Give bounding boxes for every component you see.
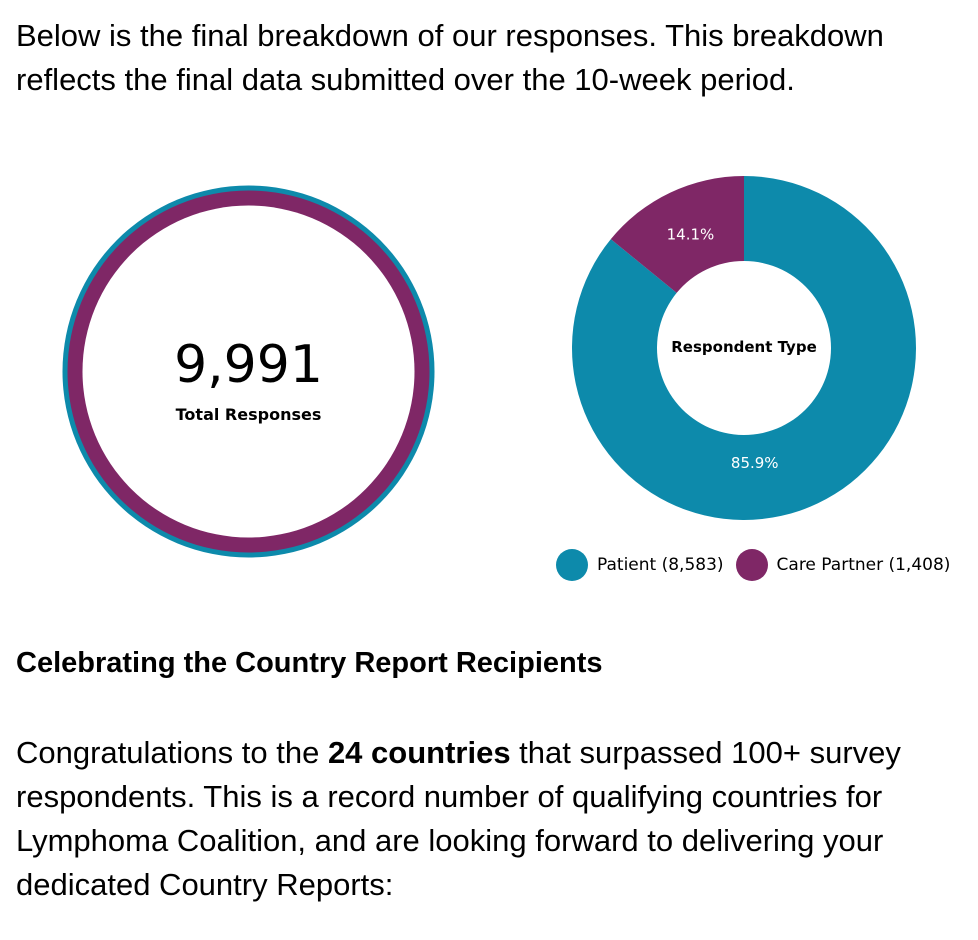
legend-label-care-partner: Care Partner (1,408) <box>776 555 951 575</box>
total-responses-label: Total Responses <box>175 405 322 424</box>
section-heading: Celebrating the Country Report Recipients <box>16 647 603 679</box>
total-responses-value: 9,991 <box>174 335 323 395</box>
legend-item-care-partner <box>736 549 951 581</box>
intro-line-2: reflects the final data submitted over the 10-week period. <box>16 62 795 97</box>
legend-item-patient <box>556 549 724 581</box>
body-text-end: that surpassed 100+ survey respondents. This is a record number of qualifying countries for Lymphoma Coalition, and are looking forward to delivering your dedicated Country Reports: <box>16 735 901 902</box>
intro-line-1: Below is the final breakdown of our responses. This breakdown <box>16 18 884 53</box>
legend-label-patient: Patient (8,583) <box>597 555 724 575</box>
donut-label-patient: 85.9% <box>730 454 779 473</box>
donut-label-care-partner: 14.1% <box>666 225 715 244</box>
section-body <box>16 731 961 907</box>
legend-swatch-patient <box>556 549 588 581</box>
legend-swatch-care-partner <box>736 549 768 581</box>
body-text-start: Congratulations to the <box>16 735 328 770</box>
donut-center-title: Respondent Type <box>671 338 817 356</box>
chart-legend <box>556 548 976 582</box>
body-text-bold: 24 countries <box>327 735 511 770</box>
intro-text <box>16 14 956 102</box>
